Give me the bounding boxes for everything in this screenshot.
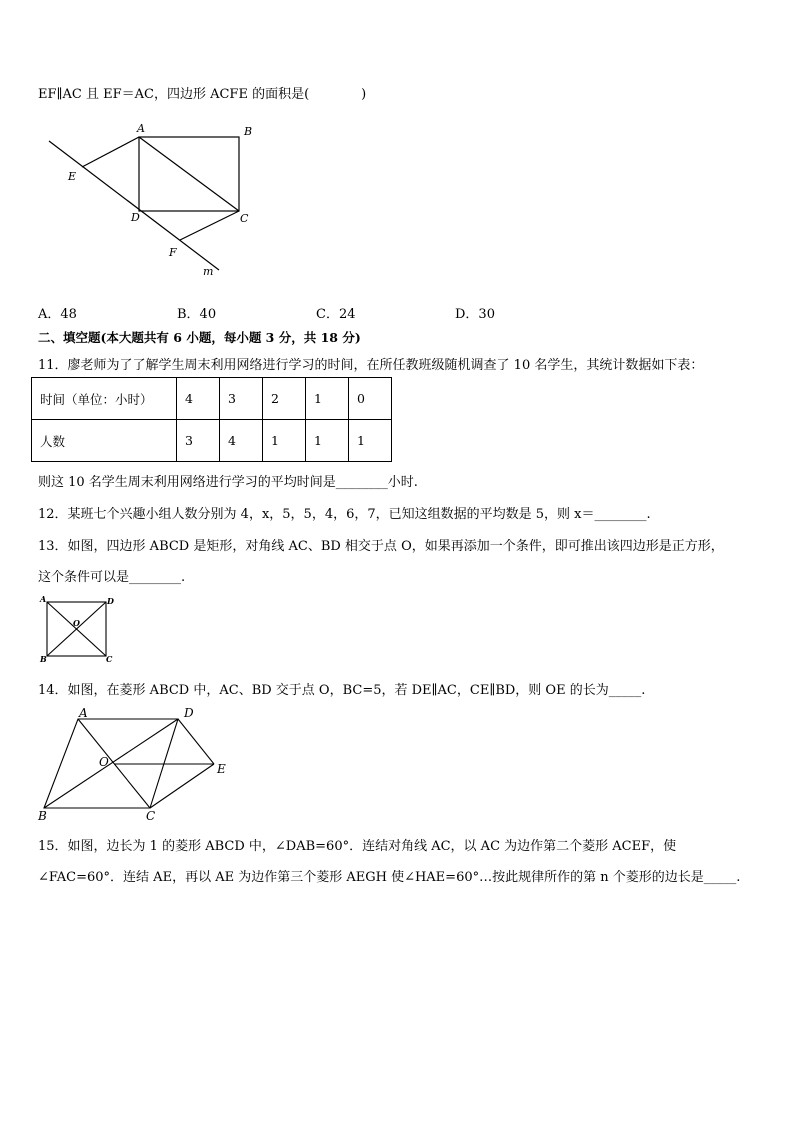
table-cell: 1 xyxy=(263,420,306,462)
table-cell: 1 xyxy=(349,420,392,462)
table-cell: 1 xyxy=(306,378,349,420)
q14-label-a: A xyxy=(79,706,88,720)
table-cell: 1 xyxy=(306,420,349,462)
table-cell: 2 xyxy=(263,378,306,420)
q14-segment-ce xyxy=(150,764,214,808)
q14-label-o: O xyxy=(99,755,109,769)
q12-text: 12．某班七个兴趣小组人数分别为 4，x，5，5，4，6，7，已知这组数据的平均数是 5，则 x＝________. xyxy=(38,507,651,522)
q13-label-o: O xyxy=(73,618,80,628)
table-header-cell: 时间（单位：小时） xyxy=(32,378,177,420)
q14-label-d: D xyxy=(184,706,194,720)
q14-segment-de xyxy=(178,719,214,764)
q11-after-text: 则这 10 名学生周末利用网络进行学习的平均时间是________小时. xyxy=(38,475,418,490)
q13-label-c: C xyxy=(106,654,113,663)
q10-label-a: A xyxy=(137,122,145,135)
q14-label-e: E xyxy=(217,762,226,776)
q11-stem: 11．廖老师为了了解学生周末利用网络进行学习的时间，在所任教班级随机调查了 10 名学生，其统计数据如下表： xyxy=(38,358,704,373)
q10-label-c: C xyxy=(240,212,249,225)
q10-figure xyxy=(40,118,270,283)
q13-label-b: B xyxy=(40,654,47,663)
q10-stem: EF∥AC 且 EF＝AC，四边形 ACFE 的面积是( ) xyxy=(38,87,367,102)
table-cell: 3 xyxy=(220,378,263,420)
q10-option-d: D．30 xyxy=(455,307,495,322)
q10-line-m xyxy=(49,141,219,270)
section-2-title: 二、填空题(本大题共有 6 小题，每小题 3 分，共 18 分) xyxy=(38,330,361,345)
q10-label-m: m xyxy=(203,265,214,278)
q15-line-2: ∠FAC=60°．连结 AE，再以 AE 为边作第三个菱形 AEGH 使∠HAE=60°…按此规律所作的第 n 个菱形的边长是_____. xyxy=(38,870,741,885)
q10-option-b: B．40 xyxy=(177,307,217,322)
q10-label-b: B xyxy=(244,125,253,138)
table-cell: 3 xyxy=(177,420,220,462)
table-header-cell: 人数 xyxy=(32,420,177,462)
table-cell: 0 xyxy=(349,378,392,420)
q10-diagonal-ac xyxy=(139,137,239,211)
q14-label-c: C xyxy=(146,809,156,823)
q10-segment-ae xyxy=(82,137,139,167)
q14-label-b: B xyxy=(38,809,47,823)
q13-line-1: 13．如图，四边形 ABCD 是矩形，对角线 AC、BD 相交于点 O，如果再添加一个条件，即可推出该四边形是正方形， xyxy=(38,539,724,554)
q10-segment-cf xyxy=(180,211,239,240)
q13-line-2: 这个条件可以是________. xyxy=(38,570,186,585)
q10-label-e: E xyxy=(68,170,77,183)
q13-figure xyxy=(38,593,118,663)
table-cell: 4 xyxy=(177,378,220,420)
q14-figure xyxy=(36,703,236,825)
q15-line-1: 15．如图，边长为 1 的菱形 ABCD 中，∠DAB=60°．连结对角线 AC，以 AC 为边作第二个菱形 ACEF，使 xyxy=(38,839,677,854)
table-cell: 4 xyxy=(220,420,263,462)
q11-table xyxy=(31,377,392,462)
q10-option-c: C．24 xyxy=(316,307,356,322)
q10-label-d: D xyxy=(131,211,140,224)
q13-label-d: D xyxy=(107,596,114,606)
table-row xyxy=(32,378,392,420)
q13-label-a: A xyxy=(40,594,47,604)
q14-text: 14．如图，在菱形 ABCD 中，AC、BD 交于点 O，BC=5，若 DE∥AC，CE∥BD，则 OE 的长为_____. xyxy=(38,683,646,698)
q10-option-a: A．48 xyxy=(38,307,77,322)
table-row xyxy=(32,420,392,462)
q10-label-f: F xyxy=(169,246,177,259)
